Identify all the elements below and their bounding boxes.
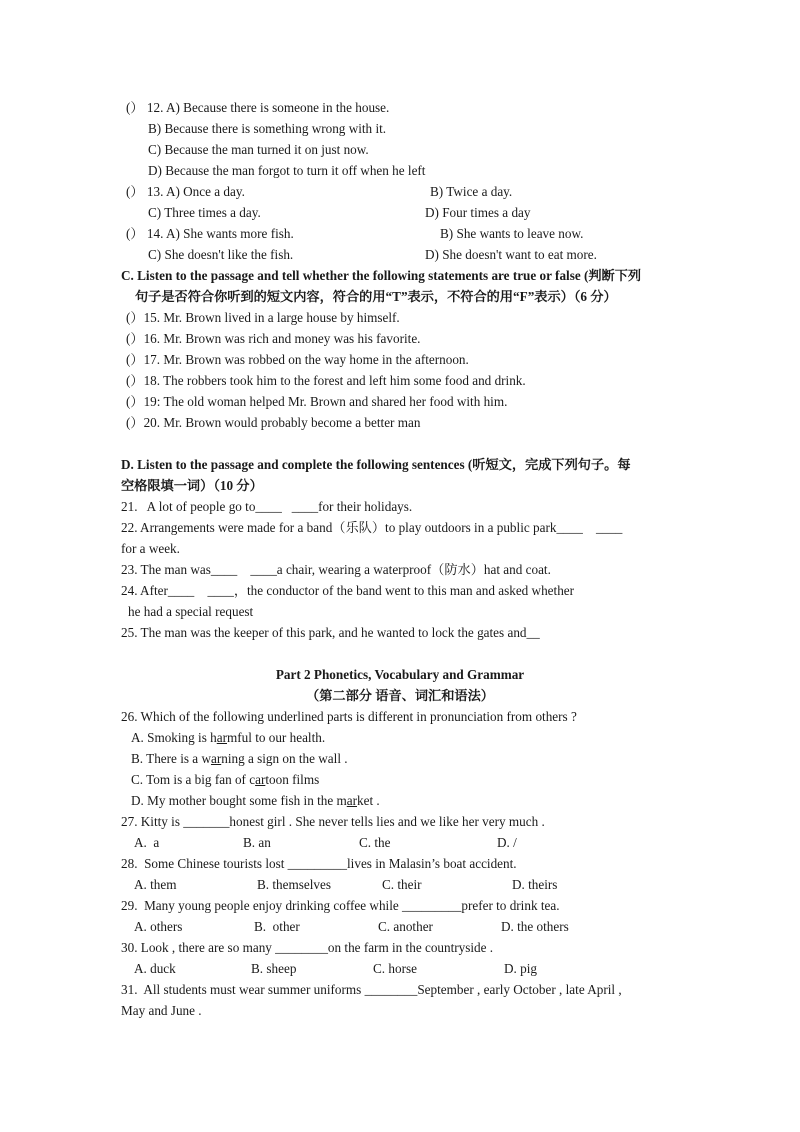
question-23: 23. The man was____ ____a chair, wearing a waterproof（防水）hat and coat.	[121, 562, 551, 577]
part2-title: Part 2 Phonetics, Vocabulary and Grammar	[275, 667, 525, 682]
q29-option-c: C. another	[378, 919, 433, 934]
q13-option-d: D) Four times a day	[425, 205, 531, 220]
q14-option-c: C) She doesn't like the fish.	[148, 247, 294, 262]
q13-option-a: 13. A) Once a day.	[146, 184, 245, 199]
question-27: 27. Kitty is _______honest girl . She never tells lies and we like her very much .	[121, 814, 545, 829]
question-22-cont: for a week.	[121, 541, 180, 556]
question-28: 28. Some Chinese tourists lost _________lives in Malasin’s boat accident.	[121, 856, 517, 871]
question-22: 22. Arrangements were made for a band（乐队）to play outdoors in a public park____ ____	[121, 520, 623, 535]
q28-option-c: C. their	[382, 877, 422, 892]
question-24: 24. After____ ____，the conductor of the band went to this man and asked whether	[121, 583, 575, 598]
q26-option-d: D. My mother bought some fish in the market .	[131, 793, 380, 808]
q14-line	[126, 226, 294, 242]
statement-17: (）17. Mr. Brown was robbed on the way home in the afternoon.	[126, 352, 469, 367]
q26-option-a: A. Smoking is harmful to our health.	[131, 730, 326, 745]
q27-option-a: A. a	[134, 835, 160, 850]
statement-16: (）16. Mr. Brown was rich and money was his favorite.	[126, 331, 421, 346]
q30-option-a: A. duck	[134, 961, 176, 976]
q30-option-c: C. horse	[373, 961, 417, 976]
part2-subtitle: （第二部分 语音、词汇和语法）	[306, 688, 494, 703]
question-24-cont: he had a special request	[128, 604, 254, 619]
question-29: 29. Many young people enjoy drinking coffee while _________prefer to drink tea.	[121, 898, 560, 913]
underlined-letters: ar	[210, 751, 222, 766]
q28-option-a: A. them	[134, 877, 177, 892]
q26-option-c: C. Tom is a big fan of cartoon films	[131, 772, 320, 787]
q12-option-d: D) Because the man forgot to turn it off when he left	[148, 163, 426, 178]
underlined-letters: ar	[216, 730, 227, 745]
q13-line	[126, 184, 245, 200]
q14-option-d: D) She doesn't want to eat more.	[425, 247, 597, 262]
q12-option-a: 12. A) Because there is someone in the house.	[146, 100, 390, 115]
question-21: 21. A lot of people go to____ ____for their holidays.	[121, 499, 413, 514]
q29-option-d: D. the others	[501, 919, 569, 934]
q27-option-c: C. the	[359, 835, 391, 850]
question-26: 26. Which of the following underlined parts is different in pronunciation from others ?	[121, 709, 577, 724]
q13-option-c: C) Three times a day.	[148, 205, 261, 220]
section-c-heading: C. Listen to the passage and tell whether the following statements are true or false (判断下列	[121, 268, 642, 283]
answer-bracket: (）	[126, 184, 144, 199]
q28-option-b: B. themselves	[257, 877, 331, 892]
question-25: 25. The man was the keeper of this park, and he wanted to lock the gates and__	[121, 625, 540, 640]
answer-bracket: (）	[126, 226, 144, 241]
q30-option-b: B. sheep	[251, 961, 297, 976]
underlined-letters: ar	[346, 793, 357, 808]
question-31: 31. All students must wear summer uniforms ________September , early October , late April ,	[121, 982, 622, 997]
answer-bracket: (）	[126, 100, 144, 115]
statement-20: (）20. Mr. Brown would probably become a better man	[126, 415, 421, 430]
q12-line	[126, 100, 389, 116]
q29-option-b: B. other	[254, 919, 300, 934]
q30-option-d: D. pig	[504, 961, 537, 976]
q14-option-b: B) She wants to leave now.	[440, 226, 584, 241]
section-c-heading-cont: 句子是否符合你听到的短文内容，符合的用“T”表示，不符合的用“F”表示）（6 分）	[135, 289, 617, 304]
underlined-letters: ar	[255, 772, 266, 787]
question-31-cont: May and June .	[121, 1003, 202, 1018]
q14-option-a: 14. A) She wants more fish.	[146, 226, 294, 241]
q12-option-c: C) Because the man turned it on just now.	[148, 142, 369, 157]
section-d-heading: D. Listen to the passage and complete the following sentences (听短文，完成下列句子。每	[121, 457, 631, 472]
q27-option-d: D. /	[497, 835, 517, 850]
q28-option-d: D. theirs	[512, 877, 558, 892]
q27-option-b: B. an	[243, 835, 271, 850]
q26-option-b: B. There is a warning a sign on the wall .	[131, 751, 348, 766]
q13-option-b: B) Twice a day.	[430, 184, 513, 199]
q12-option-b: B) Because there is something wrong with it.	[148, 121, 387, 136]
q29-option-a: A. others	[134, 919, 183, 934]
section-d-heading-cont: 空格限填一词）（10 分）	[121, 478, 263, 493]
statement-19: (）19: The old woman helped Mr. Brown and shared her food with him.	[126, 394, 508, 409]
statement-18: (）18. The robbers took him to the forest and left him some food and drink.	[126, 373, 526, 388]
question-30: 30. Look , there are so many ________on the farm in the countryside .	[121, 940, 494, 955]
statement-15: (）15. Mr. Brown lived in a large house by himself.	[126, 310, 400, 325]
